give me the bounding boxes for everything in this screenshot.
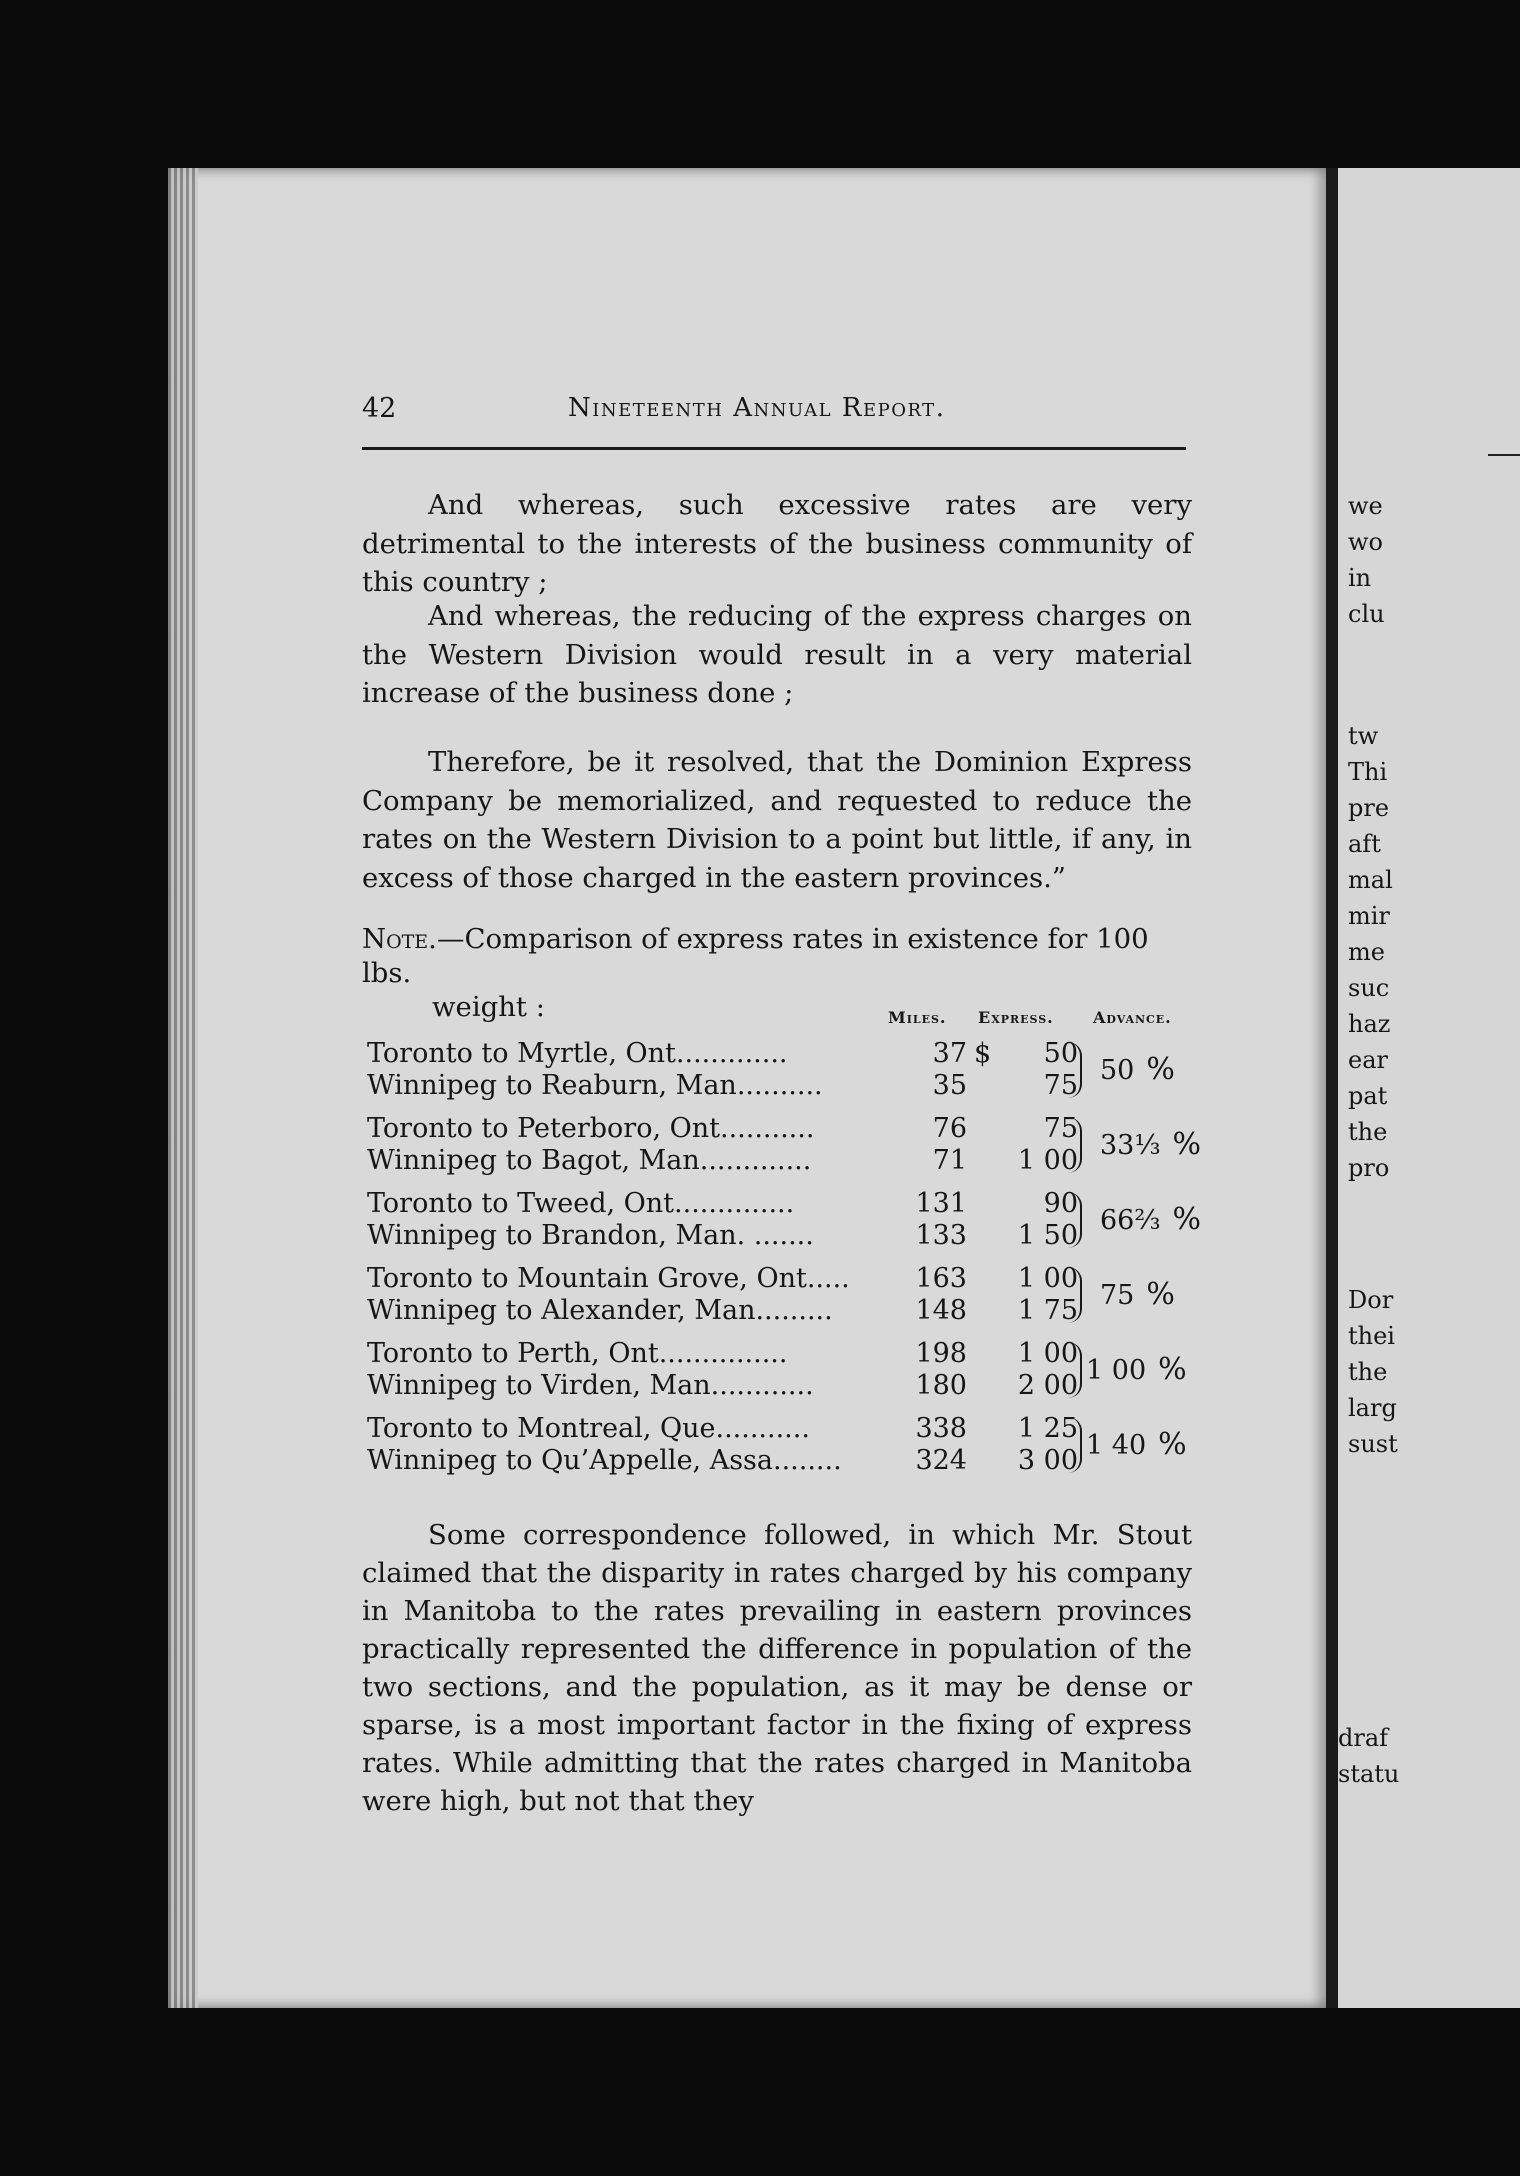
express-value: 75 bbox=[1043, 1113, 1078, 1144]
miles-value: 71 bbox=[932, 1145, 967, 1176]
advance-number: 1 00 bbox=[1086, 1355, 1147, 1386]
route-label: Winnipeg to Alexander, Man......... bbox=[367, 1295, 833, 1326]
route-label: Toronto to Mountain Grove, Ont..... bbox=[367, 1263, 850, 1294]
page-number: 42 bbox=[362, 393, 397, 424]
adjacent-page-fragment: draf bbox=[1338, 1724, 1389, 1752]
express-value: 1 00 bbox=[1017, 1338, 1078, 1369]
adjacent-page-fragment: pat bbox=[1348, 1082, 1388, 1110]
advance-value bbox=[1100, 1052, 1175, 1087]
adjacent-page-fragment: wo bbox=[1348, 528, 1383, 556]
paragraph-text: Some correspondence followed, in which Mr. Stout claimed that the disparity in rates charged by his company in Manitoba to the rates prevailing in eastern provinces practically represented the difference in population of the two sections, and the population, as it may be dense or sparse, is a most important factor in the fixing of express rates. While admitting that the rates charged in Manitoba were high, but not that they bbox=[362, 1519, 1192, 1817]
route-label: Winnipeg to Reaburn, Man.......... bbox=[367, 1070, 823, 1101]
adjacent-page-fragment: statu bbox=[1338, 1760, 1400, 1788]
running-title: Nineteenth Annual Report. bbox=[568, 393, 946, 423]
adjacent-page-fragment: clu bbox=[1348, 600, 1385, 628]
column-header-express: Express. bbox=[978, 1008, 1054, 1027]
route-label: Winnipeg to Bagot, Man............. bbox=[367, 1145, 812, 1176]
adjacent-page-fragment: we bbox=[1348, 492, 1383, 520]
pair-brace bbox=[1066, 1042, 1082, 1098]
advance-value bbox=[1100, 1277, 1175, 1312]
miles-value: 324 bbox=[915, 1445, 967, 1476]
adjacent-page-fragment: pre bbox=[1348, 794, 1390, 822]
pair-brace bbox=[1066, 1192, 1082, 1248]
miles-value: 37 bbox=[932, 1038, 967, 1069]
advance-number: 33⅓ bbox=[1100, 1130, 1161, 1161]
pair-brace bbox=[1066, 1342, 1082, 1398]
route-label: Winnipeg to Brandon, Man. ....... bbox=[367, 1220, 814, 1251]
miles-value: 198 bbox=[915, 1338, 967, 1369]
paragraph-text: Therefore, be it resolved, that the Dominion Express Company be memorialized, and requested to reduce the rates on the Western Division to a point but little, if any, in excess of those charged in the eastern provinces.” bbox=[362, 746, 1192, 894]
percent-sign: % bbox=[1146, 1277, 1175, 1312]
express-value: 2 00 bbox=[1017, 1370, 1078, 1401]
advance-value bbox=[1100, 1127, 1201, 1162]
adjacent-page-fragment: in bbox=[1348, 564, 1372, 592]
route-label: Winnipeg to Qu’Appelle, Assa........ bbox=[367, 1445, 842, 1476]
express-value: 1 00 bbox=[1017, 1145, 1078, 1176]
header-rule bbox=[362, 447, 1186, 450]
adjacent-page-fragment: mir bbox=[1348, 902, 1390, 930]
paragraph-text: And whereas, the reducing of the express charges on the Western Division would result in a very material increase of the business done ; bbox=[362, 600, 1192, 709]
adjacent-page-fragment: larg bbox=[1348, 1394, 1397, 1422]
express-value: 1 75 bbox=[1017, 1295, 1078, 1326]
adjacent-page-fragment: Thi bbox=[1348, 758, 1388, 786]
paragraph-1 bbox=[362, 486, 1192, 602]
paragraph-3 bbox=[362, 743, 1192, 897]
adjacent-page-fragment: the bbox=[1348, 1358, 1388, 1386]
percent-sign: % bbox=[1158, 1427, 1187, 1462]
advance-number: 75 bbox=[1100, 1280, 1135, 1311]
adjacent-page-fragment: pro bbox=[1348, 1154, 1390, 1182]
advance-number: 50 bbox=[1100, 1055, 1135, 1086]
note-continuation: weight : bbox=[432, 991, 545, 1023]
miles-value: 180 bbox=[915, 1370, 967, 1401]
pair-brace bbox=[1066, 1417, 1082, 1473]
percent-sign: % bbox=[1172, 1202, 1202, 1237]
pair-brace bbox=[1066, 1267, 1082, 1323]
route-label: Toronto to Myrtle, Ont............. bbox=[367, 1038, 788, 1069]
adjacent-page bbox=[1338, 168, 1520, 2008]
adjacent-page-fragment: Dor bbox=[1348, 1286, 1394, 1314]
note-line bbox=[362, 922, 1192, 990]
pair-brace bbox=[1066, 1117, 1082, 1173]
advance-value bbox=[1086, 1352, 1187, 1387]
route-label: Toronto to Tweed, Ont.............. bbox=[367, 1188, 795, 1219]
miles-value: 35 bbox=[932, 1070, 967, 1101]
adjacent-page-fragment: haz bbox=[1348, 1010, 1391, 1038]
miles-value: 76 bbox=[932, 1113, 967, 1144]
column-header-miles: Miles. bbox=[888, 1008, 947, 1027]
column-header-advance: Advance. bbox=[1093, 1008, 1172, 1027]
book-gutter bbox=[1326, 168, 1338, 2008]
adjacent-page-fragment: sust bbox=[1348, 1430, 1398, 1458]
note bbox=[362, 922, 1192, 1024]
percent-sign: % bbox=[1158, 1352, 1187, 1387]
express-value: 75 bbox=[1043, 1070, 1078, 1101]
percent-sign: % bbox=[1172, 1127, 1202, 1162]
express-value: 3 00 bbox=[1017, 1445, 1078, 1476]
express-value: 1 25 bbox=[1017, 1413, 1078, 1444]
adjacent-page-fragment: suc bbox=[1348, 974, 1390, 1002]
advance-number: 66⅔ bbox=[1100, 1205, 1161, 1236]
page-stack-edge bbox=[168, 168, 198, 2008]
note-text: —Comparison of express rates in existence for 100 lbs. bbox=[362, 923, 1149, 989]
adjacent-page-fragment: tw bbox=[1348, 722, 1379, 750]
express-value: 1 00 bbox=[1017, 1263, 1078, 1294]
advance-number: 1 40 bbox=[1086, 1430, 1147, 1461]
miles-value: 338 bbox=[915, 1413, 967, 1444]
paragraph-text: And whereas, such excessive rates are very detrimental to the interests of the business community of this country ; bbox=[362, 489, 1192, 598]
route-label: Winnipeg to Virden, Man............ bbox=[367, 1370, 814, 1401]
adjacent-page-rule bbox=[1488, 454, 1520, 456]
express-value: 1 50 bbox=[1017, 1220, 1078, 1251]
advance-value bbox=[1100, 1202, 1201, 1237]
adjacent-page-fragment: ear bbox=[1348, 1046, 1388, 1074]
page-header bbox=[362, 393, 1186, 433]
advance-value bbox=[1086, 1427, 1187, 1462]
miles-value: 131 bbox=[915, 1188, 967, 1219]
adjacent-page-fragment: mal bbox=[1348, 866, 1393, 894]
miles-value: 148 bbox=[915, 1295, 967, 1326]
express-value: 50 bbox=[1043, 1038, 1078, 1069]
closing-paragraph bbox=[362, 1516, 1192, 1820]
adjacent-page-fragment: thei bbox=[1348, 1322, 1395, 1350]
route-label: Toronto to Perth, Ont............... bbox=[367, 1338, 788, 1369]
express-value: 90 bbox=[1043, 1188, 1078, 1219]
route-label: Toronto to Montreal, Que........... bbox=[367, 1413, 810, 1444]
dollar-sign: $ bbox=[974, 1038, 992, 1069]
adjacent-page-fragment: the bbox=[1348, 1118, 1388, 1146]
paragraph-2 bbox=[362, 597, 1192, 713]
percent-sign: % bbox=[1146, 1052, 1175, 1087]
miles-value: 133 bbox=[915, 1220, 967, 1251]
adjacent-page-fragment: aft bbox=[1348, 830, 1381, 858]
adjacent-page-fragment: me bbox=[1348, 938, 1385, 966]
note-lead: Note. bbox=[362, 923, 437, 955]
miles-value: 163 bbox=[915, 1263, 967, 1294]
route-label: Toronto to Peterboro, Ont........... bbox=[367, 1113, 815, 1144]
